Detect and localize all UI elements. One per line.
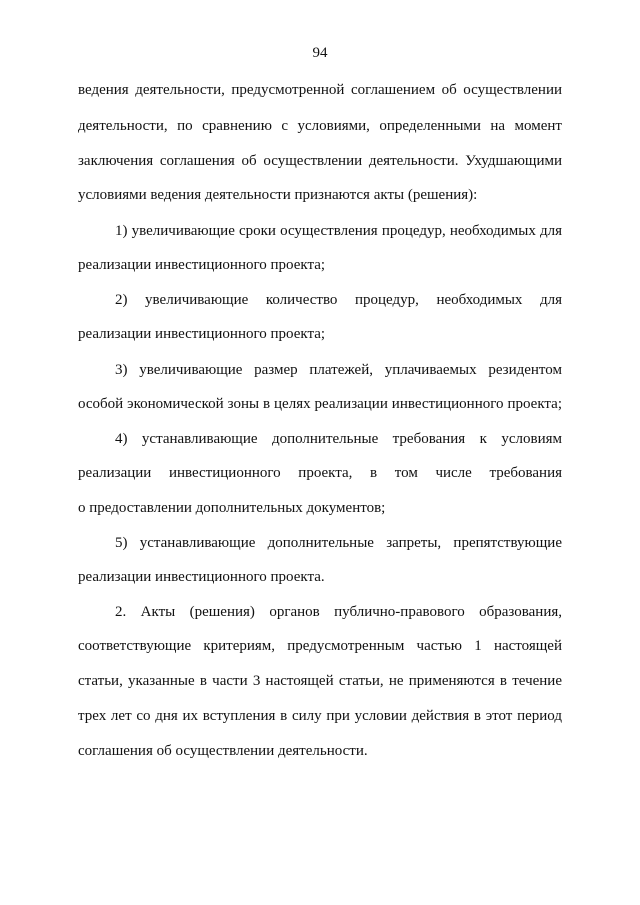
- list-item-3-line: особой экономической зоны в целях реализации инвестиционного проекта;: [78, 396, 562, 412]
- list-item-4-line: 4) устанавливающие дополнительные требования к условиям: [115, 431, 562, 447]
- list-item-4-line: реализации инвестиционного проекта, в том числе требования: [78, 465, 562, 481]
- list-item-5-line: 5) устанавливающие дополнительные запреты, препятствующие: [115, 535, 562, 551]
- list-item-5-line: реализации инвестиционного проекта.: [78, 569, 325, 585]
- text-line: деятельности, по сравнению с условиями, определенными на момент: [78, 118, 562, 134]
- list-item-4-line: о предоставлении дополнительных документов;: [78, 500, 386, 516]
- section-2-line: соглашения об осуществлении деятельности.: [78, 743, 368, 759]
- section-2-line: 2. Акты (решения) органов публично-правового образования,: [115, 604, 562, 620]
- list-item-2-line: реализации инвестиционного проекта;: [78, 326, 326, 342]
- text-line: условиями ведения деятельности признаются акты (решения):: [78, 187, 478, 203]
- list-item-1-line: реализации инвестиционного проекта;: [78, 257, 326, 273]
- list-item-3-line: 3) увеличивающие размер платежей, уплачиваемых резидентом: [115, 362, 562, 378]
- section-2-line: статьи, указанные в части 3 настоящей статьи, не применяются в течение: [78, 673, 562, 689]
- section-2-line: соответствующие критериям, предусмотренным частью 1 настоящей: [78, 638, 562, 654]
- page-number: 94: [312, 45, 328, 61]
- section-2-line: трех лет со дня их вступления в силу при условии действия в этот период: [78, 708, 562, 724]
- list-item-2-line: 2) увеличивающие количество процедур, необходимых для: [115, 292, 562, 308]
- text-line: ведения деятельности, предусмотренной соглашением об осуществлении: [78, 82, 562, 98]
- list-item-1-line: 1) увеличивающие сроки осуществления процедур, необходимых для: [115, 223, 562, 239]
- text-line: заключения соглашения об осуществлении деятельности. Ухудшающими: [78, 153, 562, 169]
